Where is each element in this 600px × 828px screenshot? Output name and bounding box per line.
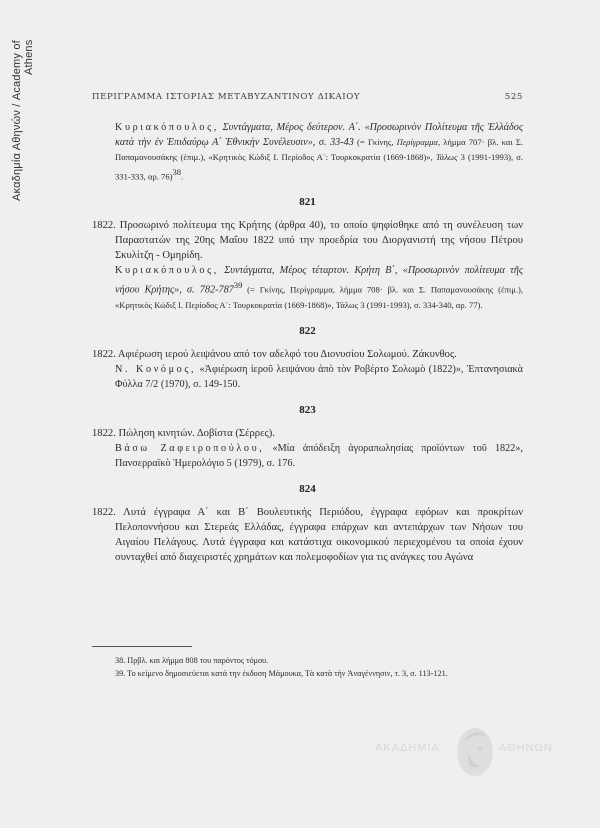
main-content bbox=[92, 120, 523, 565]
footnote-marker: 39 bbox=[233, 280, 243, 291]
ref-text: (= Γκίνης, Περίγραμμα, λήμμα 708· βλ. και Σ. Παπαμανουσάκης (έπιμ.), «Κρητικὸς Κώδιξ Ι. Περίοδος Α΄: Τουρκοκρατία (1669-1868)», Τάλως 3 (1991-1993), σ. 334-340, αρ. 77). bbox=[115, 284, 523, 310]
entry-reference bbox=[92, 441, 523, 471]
footnote: 39. Το κείμενο δημοσιεύεται κατά την έκδοση Μάμουκα, Τὰ κατὰ τὴν Ἀναγέννησιν, τ. 3, σ. 113-121. bbox=[115, 669, 448, 678]
ref-text: 3 (1991-1993), σ. 331-333, αρ. 76) bbox=[115, 152, 523, 182]
ref-text: , λήμμα 707· βλ. και Σ. Παπαμανουσάκης (έπιμ.), «Κρητικὸς Κώδιξ Ι. Περίοδος Α΄: Τουρκοκρατία (1669-1868)», bbox=[115, 137, 523, 162]
entry-number: 821 bbox=[299, 196, 316, 209]
ref-text: «Ἀφιέρωση ἱεροῦ λειψάνου ἀπὸ τὸν Ροβέρτο Σολωμὸ (1822)», Ἑπτανησιακὰ Φύλλα 7/2 (1970), σ. 149-150. bbox=[115, 363, 524, 390]
ref-author: Ν. Κονόμος, bbox=[115, 363, 197, 375]
entry-text: 1822. Προσωρινό πολίτευμα της Κρήτης (άρθρα 40), το οποίο ψηφίσθηκε από τη συνέλευση των Παραστατών της 20ης Μαΐου 1822 υπό την προεδρία του Διοργανιστή της νήσου Πέτρου Σκυλίτζη - Ομηρίδη. bbox=[92, 220, 523, 262]
footnote: 38. Πρβλ. και λήμμα 808 του παρόντος τόμου. bbox=[115, 656, 269, 665]
watermark-text-left: ΑΚΑΔΗΜΙΑ bbox=[375, 742, 440, 754]
ref-text: Τάλως bbox=[435, 152, 458, 162]
footnote-marker: 38 bbox=[172, 167, 182, 177]
entry-number: 823 bbox=[299, 403, 316, 416]
ref-text: . bbox=[181, 171, 184, 182]
side-label: Ακαδημία Αθηνών / Academy of Athens bbox=[11, 40, 35, 201]
entry-reference bbox=[92, 362, 523, 392]
ref-text: «Μία ἀπόδειξη ἀγοραπωλησίας προϊόντων τοῦ 1822», Πανσερραϊκὸ Ἡμερολόγιο 5 (1979), σ. 176. bbox=[115, 442, 523, 469]
entry-text: 1822. Πώληση κινητών. Δοβίστα (Σέρρες). bbox=[92, 427, 275, 439]
ref-text: Συντάγματα, Μέρος δεύτερον. Α΄. «Προσωρινὸν Πολίτευμα τῆς Ἑλλάδος κατὰ τὴν ἐν Ἐπιδαύρῳ Α΄ Ἐθνικὴν Συνέλευσιν», σ. 33-43 bbox=[115, 122, 523, 148]
header-title: ΠΕΡΙΓΡΑΜΜΑ ΙΣΤΟΡΙΑΣ ΜΕΤΑΒΥΖΑΝΤΙΝΟΥ ΔΙΚΑΙΟΥ bbox=[92, 92, 361, 102]
ref-text: Συντάγματα, Μέρος τέταρτον. Κρήτη Β΄, «Προσωρινὸν πολίτευμα τῆς νήσου Κρήτης», σ. 782-787 bbox=[115, 265, 523, 296]
entry-number: 824 bbox=[299, 482, 316, 495]
ref-author: Βάσω Ζαφειροπούλου, bbox=[115, 442, 265, 454]
continued-reference bbox=[92, 120, 523, 184]
ref-author: Κυριακόπουλος, bbox=[115, 122, 219, 133]
footnote-rule bbox=[92, 646, 192, 647]
entry-text: 1822. Αφιέρωση ιερού λειψάνου από τον αδελφό του Διονυσίου Σολωμού. Ζάκυνθος. bbox=[92, 348, 457, 360]
ref-text: (= Γκίνης, bbox=[353, 137, 397, 147]
footnotes bbox=[92, 654, 523, 680]
entry-text: 1822. Λυτά έγγραφα Α΄ και Β΄ Βουλευτικής Περιόδου, έγγραφα εφόρων και προκρίτων Πελοποννήσου και Στερεάς Ελλάδας, έγγραφα επάρχων και αντεπάρχων των Νήσων του Αιγαίου Πελάγους. Λυτά έγγραφα και κατάστιχα οικονομικού περιεχομένου τα οποία έχουν συνταχθεί από διαχειριστές χρημάτων και πολεμοφοδίων για τις ανάγκες του Αγώνα bbox=[92, 506, 523, 563]
ref-author: Κυριακόπουλος, bbox=[115, 265, 219, 277]
ref-text: Περίγραμμα bbox=[396, 137, 438, 147]
academy-watermark bbox=[375, 722, 575, 782]
athena-head-seal-icon bbox=[453, 722, 497, 780]
entry-number: 822 bbox=[299, 324, 316, 337]
page-number: 525 bbox=[504, 92, 523, 102]
entry-reference bbox=[92, 263, 523, 312]
watermark-text-right: ΑΘΗΝΩΝ bbox=[499, 742, 553, 754]
